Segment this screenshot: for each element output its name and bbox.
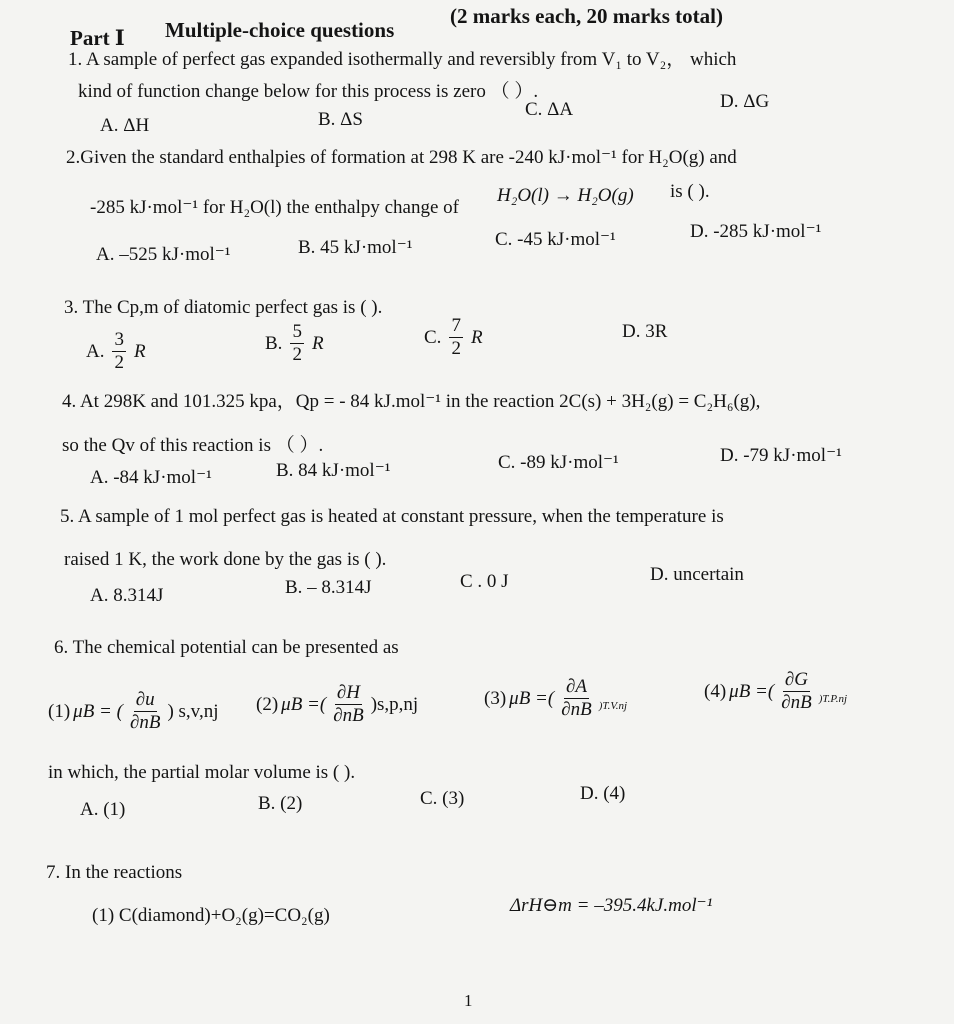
- q6-item-index: (3): [484, 687, 507, 709]
- fraction-numerator: ∂G: [784, 669, 809, 690]
- q6-item-lhs: μB =(: [281, 693, 327, 715]
- q1-option-b: B. ΔS: [318, 109, 363, 130]
- q1-option-d: D. ΔG: [720, 91, 770, 112]
- q6-item-index: (4): [704, 680, 727, 702]
- q5-option-a: A. 8.314J: [90, 585, 164, 606]
- q4-option-c: C. -89 kJ·mol⁻¹: [498, 452, 619, 473]
- q6-item-2: [256, 683, 418, 726]
- part-label: Part Ⅰ: [70, 26, 125, 50]
- q7-enthalpy: ΔrH⊖m = –395.4kJ.mol⁻¹: [510, 895, 713, 916]
- q3-option-d: D. 3R: [622, 321, 668, 342]
- q6-option-d: D. (4): [580, 783, 626, 804]
- q2-option-a: A. –525 kJ·mol⁻¹: [96, 244, 231, 265]
- q6-item-index: (2): [256, 693, 279, 715]
- q4-stem-line2: so the Qv of this reaction is （ ）.: [62, 435, 324, 456]
- marks-note: (2 marks each, 20 marks total): [450, 4, 723, 28]
- q2-stem-line1: 2.Given the standard enthalpies of formation at 298 K are -240 kJ·mol⁻¹ for H₂O(g) and: [66, 147, 737, 168]
- section-title: Multiple-choice questions: [165, 18, 395, 42]
- q6-item-fraction: [331, 683, 366, 726]
- q4-option-b: B. 84 kJ·mol⁻¹: [276, 460, 391, 481]
- fraction-numerator: 5: [292, 321, 302, 342]
- q3-option-c: [424, 316, 483, 359]
- q3-option-c-label: C.: [424, 326, 442, 348]
- q2-stem-line2b: is ( ).: [670, 181, 710, 202]
- q5-stem-line2: raised 1 K, the work done by the gas is ( ).: [64, 549, 387, 570]
- q4-option-a: A. -84 kJ·mol⁻¹: [90, 467, 212, 488]
- q1-stem-line2: kind of function change below for this process is zero （ ）.: [78, 81, 539, 102]
- q5-option-d: D. uncertain: [650, 564, 744, 585]
- q6-option-b: B. (2): [258, 793, 303, 814]
- q5-option-c: C . 0 J: [460, 571, 509, 592]
- q3-option-a-fraction: [112, 330, 126, 373]
- q6-option-a: A. (1): [80, 799, 126, 820]
- page-number: 1: [464, 991, 473, 1010]
- fraction-denominator: 2: [292, 343, 302, 365]
- q6-option-c: C. (3): [420, 788, 465, 809]
- q1-option-c: C. ΔA: [525, 99, 574, 120]
- q5-stem-line1: 5. A sample of 1 mol perfect gas is heated at constant pressure, when the temperature is: [60, 506, 724, 527]
- q2-option-b: B. 45 kJ·mol⁻¹: [298, 237, 413, 258]
- q6-item-fraction: [559, 677, 594, 720]
- fraction-denominator: 2: [451, 337, 461, 359]
- fraction-denominator: ∂nB: [129, 711, 161, 733]
- fraction-numerator: ∂H: [336, 682, 361, 703]
- fraction-denominator: 2: [114, 351, 124, 373]
- q6-item-1: [48, 690, 218, 733]
- q6-item-lhs: μB =(: [509, 687, 555, 709]
- q7-reaction-1: (1) C(diamond)+O₂(g)=CO₂(g): [92, 905, 330, 926]
- q6-item-rhs: )s,p,nj: [370, 693, 419, 715]
- q6-item-lhs: μB =(: [729, 680, 775, 702]
- q2-stem-line2a: -285 kJ·mol⁻¹ for H₂O(l) the enthalpy change of: [90, 197, 459, 218]
- q6-item-3: [484, 677, 627, 720]
- q3-option-b: [265, 322, 324, 365]
- q6-stem: 6. The chemical potential can be presented as: [54, 637, 399, 658]
- q2-option-c: C. -45 kJ·mol⁻¹: [495, 229, 616, 250]
- q6-item-rhs: )T.P.nj: [818, 692, 848, 705]
- q4-option-d: D. -79 kJ·mol⁻¹: [720, 445, 842, 466]
- q6-item-lhs: μB = (: [73, 700, 123, 722]
- q1-option-a: A. ΔH: [100, 115, 150, 136]
- fraction-denominator: ∂nB: [781, 691, 812, 713]
- q3-option-a-label: A.: [86, 340, 105, 362]
- q3-option-c-unit: R: [470, 326, 483, 348]
- q3-option-b-fraction: [290, 322, 304, 365]
- q3-option-b-unit: R: [311, 332, 324, 354]
- q6-item-fraction: [779, 670, 814, 713]
- q6-item-index: (1): [48, 700, 71, 722]
- fraction-denominator: ∂nB: [333, 704, 364, 726]
- q2-option-d: D. -285 kJ·mol⁻¹: [690, 221, 822, 242]
- fraction-numerator: ∂A: [565, 676, 587, 697]
- q6-item-4: [704, 670, 847, 713]
- q6-item-fraction: [128, 690, 163, 733]
- q3-option-b-label: B.: [265, 332, 283, 354]
- fraction-numerator: ∂u: [135, 689, 155, 710]
- q3-stem: 3. The Cp,m of diatomic perfect gas is ( ).: [64, 297, 383, 318]
- q3-option-a: [86, 330, 146, 373]
- q3-option-c-fraction: [449, 316, 463, 359]
- q6-item-rhs: ) s,v,nj: [167, 700, 219, 722]
- q2-equation: H₂O(l) → H₂O(g): [497, 185, 634, 206]
- q1-stem-line1: 1. A sample of perfect gas expanded isothermally and reversibly from V₁ to V₂， which: [68, 49, 737, 70]
- fraction-numerator: 7: [451, 315, 461, 336]
- q4-stem-line1: 4. At 298K and 101.325 kpa，Qp = - 84 kJ.mol⁻¹ in the reaction 2C(s) + 3H₂(g) = C₂H₆(g),: [62, 391, 761, 412]
- q3-option-a-unit: R: [133, 340, 146, 362]
- q6-question: in which, the partial molar volume is ( ).: [48, 762, 356, 783]
- fraction-denominator: ∂nB: [561, 698, 592, 720]
- fraction-numerator: 3: [114, 329, 124, 350]
- q5-option-b: B. – 8.314J: [285, 577, 372, 598]
- q6-item-rhs: )T.V.nj: [598, 699, 628, 712]
- q7-stem: 7. In the reactions: [46, 862, 183, 883]
